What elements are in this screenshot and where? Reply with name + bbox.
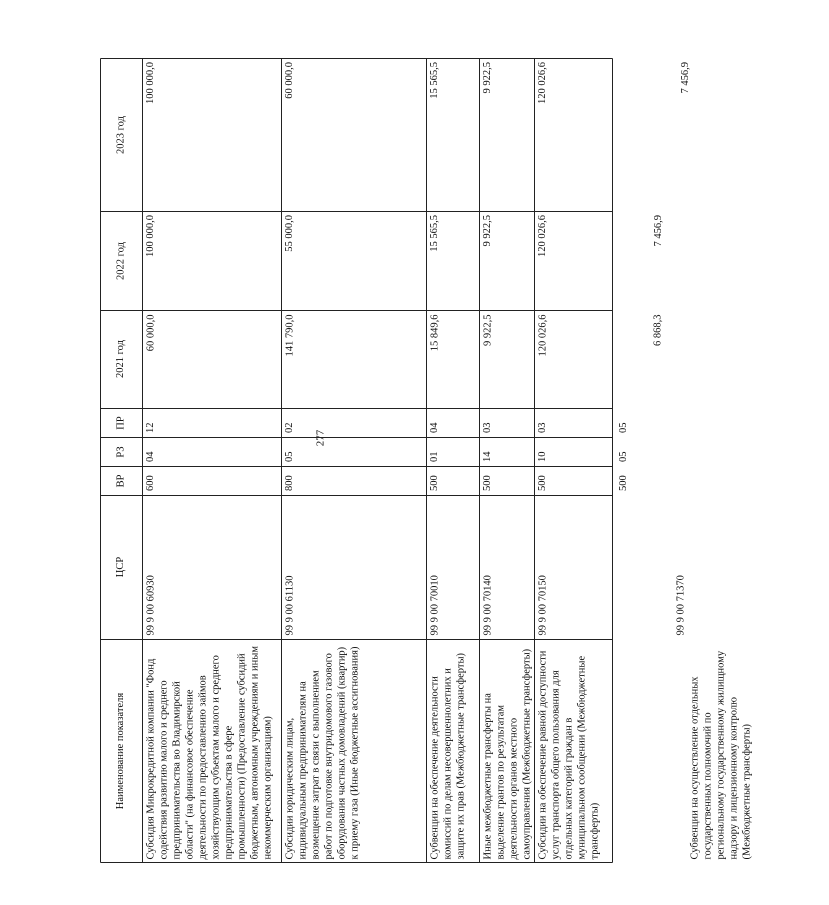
cell-rz: 04 [145, 451, 156, 462]
column-header-2021: 2021 год [115, 340, 126, 378]
cell-2022: 120 026,6 [537, 215, 548, 257]
cell-vr: 500 [537, 475, 548, 491]
cell-name: Субсидии юридическим лицам, индивидуальным предпринимателям на возмещение затрат в связи с выполнением работ по подготовке внутридомового газового оборудования частных домовладений (квартир) к приему газа (Иные бюджетные ассигнования) [284, 646, 360, 859]
column-header-csr: ЦСР [115, 556, 126, 578]
budget-table [100, 58, 753, 863]
cell-2023: 15 565,5 [429, 62, 440, 99]
cell-rz: 05 [618, 451, 629, 462]
column-header-pr: ПР [115, 415, 126, 430]
cell-2021: 15 849,6 [429, 314, 440, 351]
column-header-2023: 2023 год [115, 115, 126, 154]
cell-2023: 120 026,6 [537, 62, 548, 104]
cell-csr: 99 9 00 61130 [284, 575, 295, 635]
cell-2023: 100 000,0 [145, 62, 156, 104]
cell-name: Субвенции на обеспечение деятельности комиссий по делам несовершеннолетних и защите их прав (Межбюджетные трансферты) [429, 652, 466, 859]
cell-2023: 60 000,0 [284, 62, 295, 99]
column-header-vr: ВР [115, 474, 126, 487]
column-header-rz: РЗ [115, 445, 126, 458]
cell-csr: 99 9 00 70150 [537, 574, 548, 635]
cell-pr: 05 [618, 422, 629, 433]
cell-csr: 99 9 00 60930 [145, 574, 156, 635]
cell-2022: 15 565,5 [429, 215, 440, 252]
cell-rz: 05 [284, 451, 295, 462]
cell-2021: 141 790,0 [284, 314, 295, 356]
cell-rz: 10 [537, 451, 548, 462]
cell-2023: 9 922,5 [482, 62, 493, 94]
cell-csr: 99 9 00 71370 [675, 574, 687, 635]
cell-rz: 14 [482, 451, 493, 462]
cell-pr: 12 [145, 422, 156, 433]
cell-rz: 01 [429, 451, 440, 462]
cell-csr: 99 9 00 70140 [482, 574, 493, 635]
cell-vr: 800 [284, 475, 295, 491]
cell-2021: 60 000,0 [145, 314, 156, 351]
column-header-2022: 2022 год [115, 241, 126, 280]
page-number: 277 [314, 429, 326, 447]
cell-2022: 55 000,0 [284, 215, 295, 252]
cell-name: Субсидия Микрокредитной компании "Фонд содействия развитию малого и среднего предпринимательства во Владимирской области" (на финансовое обеспечение деятельности по предоставлению займов хозяйствующим субъектам малого и среднего предпринимательства в сфере промышленности) (Предоставление субсидий бюджетным, автономным учреждениям и иным некоммерческим организациям) [145, 645, 273, 859]
cell-csr: 99 9 00 70010 [429, 574, 440, 635]
cell-pr: 04 [429, 422, 440, 433]
cell-pr: 02 [284, 422, 295, 433]
cell-2022: 9 922,5 [482, 215, 493, 247]
cell-vr: 600 [145, 475, 156, 491]
cell-vr: 500 [482, 475, 493, 491]
cell-2021: 120 026,6 [537, 314, 548, 356]
cell-vr: 500 [618, 475, 629, 491]
cell-2022: 7 456,9 [653, 215, 664, 247]
cell-name: Субвенции на осуществление отдельных государственных полномочий по региональному государственному жилищному надзору и лицензионному контролю (Межбюджетные трансферты) [689, 650, 753, 859]
cell-2023: 7 456,9 [680, 62, 691, 94]
cell-2022: 100 000,0 [145, 215, 156, 257]
column-header-name: Наименование показателя [115, 692, 126, 810]
cell-2021: 6 868,3 [652, 314, 664, 346]
cell-pr: 03 [482, 422, 493, 433]
cell-name: Иные межбюджетные трансферты на выделение грантов по результатам деятельности органов местного самоуправления (Межбюджетные трансферты) [482, 648, 532, 859]
cell-vr: 500 [429, 475, 440, 491]
cell-2021: 9 922,5 [482, 314, 493, 346]
cell-name: Субсидии на обеспечение равной доступности услуг транспорта общего пользования для отдельных категорий граждан в муниципальном сообщении (Межбюджетные трансферты) [537, 650, 600, 859]
cell-pr: 03 [537, 422, 548, 433]
